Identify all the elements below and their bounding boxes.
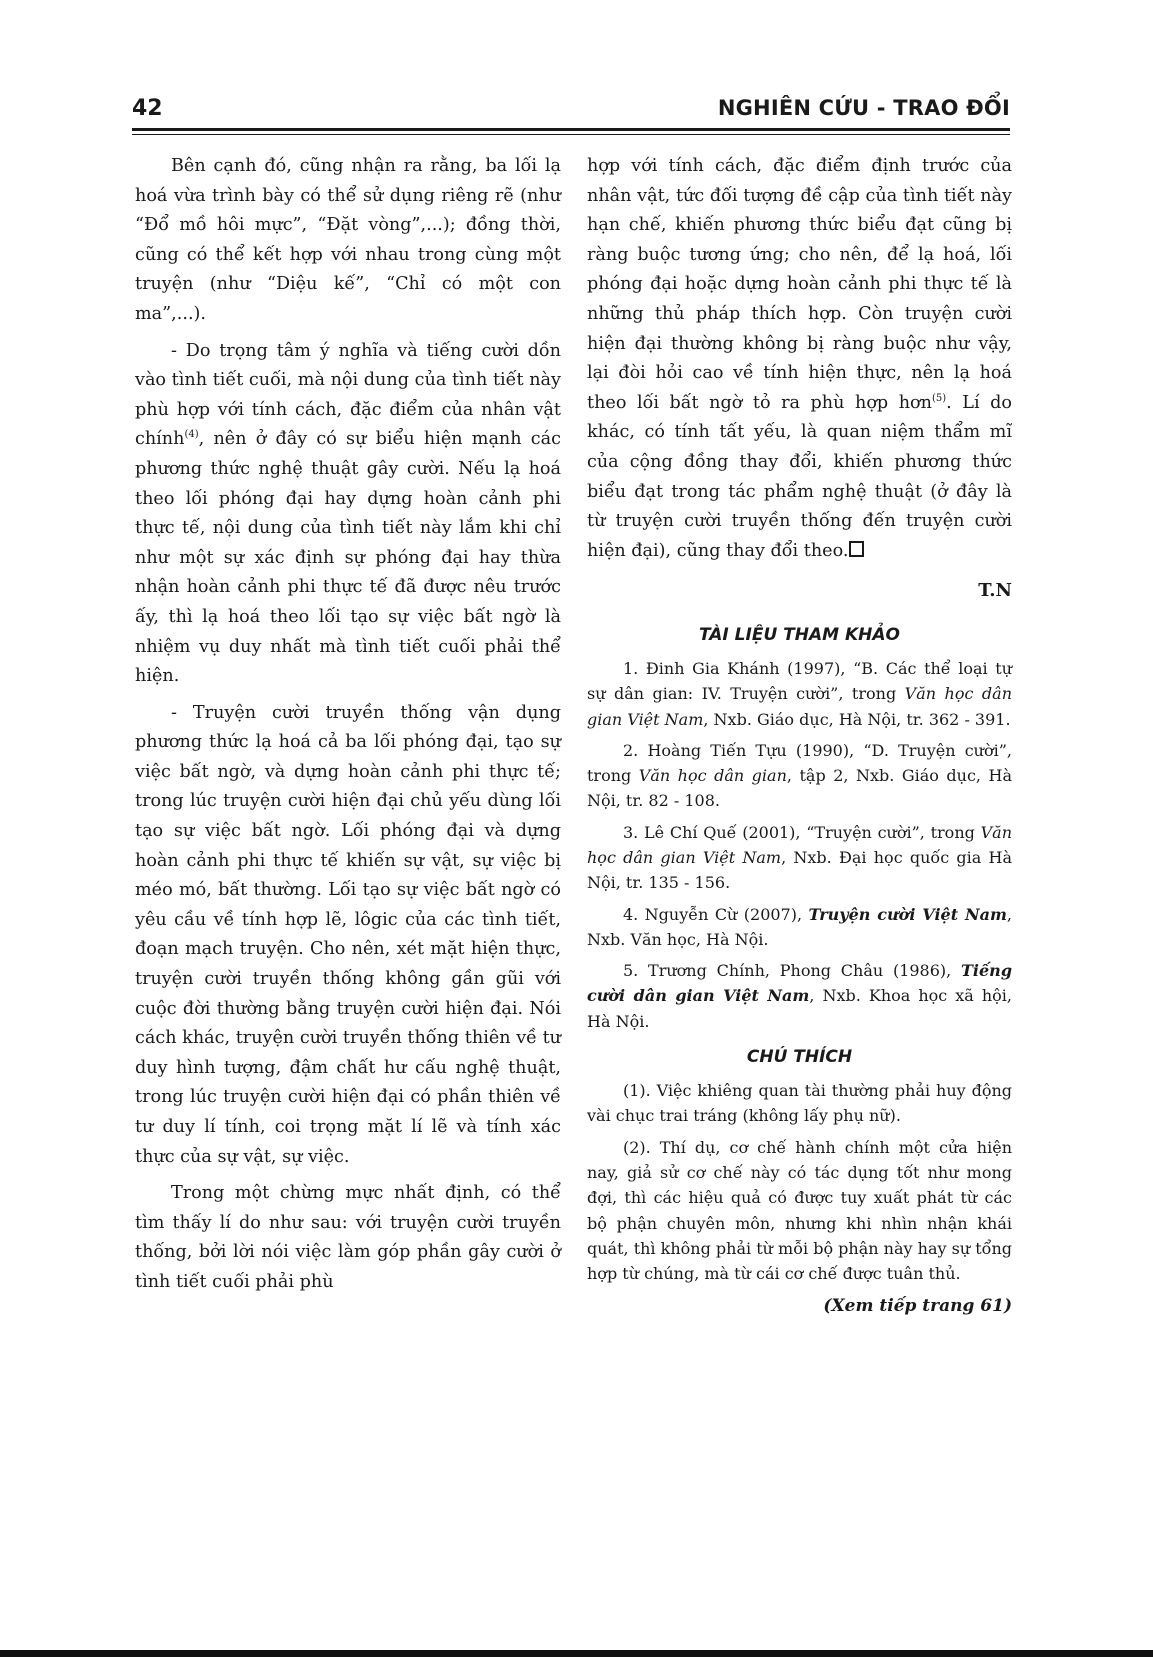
page-header (132, 96, 1010, 126)
paragraph (587, 152, 1012, 566)
reference-item (587, 958, 1012, 1034)
reference-text: 4. Nguyễn Cừ (2007), (623, 904, 809, 924)
paragraph (135, 337, 561, 692)
header-rule-thick (132, 128, 1010, 131)
reference-item (587, 902, 1012, 953)
references-list (587, 656, 1012, 1034)
reference-text: 1. Đinh Gia Khánh (1997), “B. Các thể loại tự sự dân gian: IV. Truyện cười”, trong (587, 658, 1012, 704)
paragraph: Bên cạnh đó, cũng nhận ra rằng, ba lối lạ hoá vừa trình bày có thể sử dụng riêng rẽ (như “Đổ mồ hôi mực”, “Đặt vòng”,...); đồng thời, cũng có thể kết hợp với nhau trong cùng một truyện (như “Diệu kế”, “Chỉ có một con ma”,...). (135, 156, 561, 324)
paragraph-text: , nên ở đây có sự biểu hiện mạnh các phương thức nghệ thuật gây cười. Nếu lạ hoá theo lối phóng đại hay dựng hoàn cảnh phi thực tế, nội dung của tình tiết này lắm khi chỉ như một sự xác định sự phóng đại hay thừa nhận hoàn cảnh phi thực tế đã được nêu trước ấy, thì lạ hoá theo lối tạo sự việc bất ngờ là nhiệm vụ duy nhất mà tình tiết cuối phải thể hiện. (135, 429, 561, 687)
reference-title: Văn học dân gian Việt Nam (587, 822, 1012, 867)
paragraph-text: - Do trọng tâm ý nghĩa và tiếng cười dồn vào tình tiết cuối, mà nội dung của tình tiết này phù hợp với tính cách, đặc điểm của nhân vật chính (135, 340, 561, 450)
reference-title: Tiếng cười dân gian Việt Nam (587, 961, 1012, 1006)
reference-text: 2. Hoàng Tiến Tựu (1990), “D. Truyện cười”, trong (587, 740, 1012, 786)
notes-list (587, 1078, 1012, 1286)
reference-text: , Nxb. Giáo dục, Hà Nội, tr. 362 - 391. (703, 709, 1011, 729)
continued-on-page: (Xem tiếp trang 61) (823, 1296, 1012, 1317)
note-item: (1). Việc khiêng quan tài thường phải huy động vài chục trai tráng (không lấy phụ nữ). (587, 1081, 1012, 1126)
reference-title: Truyện cười Việt Nam (808, 904, 1007, 924)
notes-heading: CHÚ THÍCH (746, 1047, 853, 1068)
reference-text: 5. Trương Chính, Phong Châu (1986), (623, 961, 962, 981)
paragraph: Trong một chừng mực nhất định, có thể tìm thấy lí do như sau: với truyện cười truyền thống, bởi lời nói việc làm góp phần gây cười ở tình tiết cuối phải phù (135, 1183, 561, 1292)
reference-title: Văn học dân gian Việt Nam (587, 684, 1013, 729)
reference-item (587, 820, 1012, 896)
reference-text: 3. Lê Chí Quế (2001), “Truyện cười”, trong (623, 822, 981, 842)
footnote-ref-5: (5) (931, 392, 947, 404)
reference-text: , tập 2, Nxb. Giáo dục, Hà Nội, tr. 82 - 108. (587, 766, 1012, 811)
page-number: 42 (132, 96, 163, 121)
reference-text: , Nxb. Đại học quốc gia Hà Nội, tr. 135 - 156. (587, 847, 1013, 893)
paragraph-text: hợp với tính cách, đặc điểm định trước của nhân vật, tức đối tượng đề cập của tình tiết này hạn chế, khiến phương thức biểu đạt cũng bị ràng buộc tương ứng; cho nên, để lạ hoá, lối phóng đại hoặc dựng hoàn cảnh phi thực tế là những thủ pháp thích hợp. Còn truyện cười hiện đại thường không bị ràng buộc như vậy, lại đòi hỏi cao về tính hiện thực, nên lạ hoá theo lối bất ngờ tỏ ra phù hợp hơn (587, 156, 1012, 413)
references-heading: TÀI LIỆU THAM KHẢO (699, 624, 900, 645)
left-column (135, 152, 561, 1298)
paragraph-text: . Lí do khác, có tính tất yếu, là quan niệm thẩm mĩ của cộng đồng thay đổi, khiến phương thức biểu đạt trong tác phẩm nghệ thuật (ở đây là từ truyện cười truyền thống đến truyện cười hiện đại), cũng thay đổi theo. (587, 392, 1012, 561)
reference-title: Văn học dân gian (638, 766, 787, 786)
footnote-ref-4: (4) (184, 429, 199, 441)
end-mark-icon (849, 541, 864, 557)
section-title: NGHIÊN CỨU - TRAO ĐỔI (717, 96, 1010, 120)
paragraph: - Truyện cười truyền thống vận dụng phương thức lạ hoá cả ba lối phóng đại, tạo sự việc bất ngờ, và dựng hoàn cảnh phi thực tế; trong lúc truyện cười hiện đại chủ yếu dùng lối tạo sự việc bất ngờ. Lối phóng đại và dựng hoàn cảnh phi thực tế khiến sự vật, sự việc bị méo mó, bất thường. Lối tạo sự việc bất ngờ có yêu cầu về tính hợp lẽ, lôgic của các tình tiết, đoạn mạch truyện. Cho nên, xét mặt hiện thực, truyện cười truyền thống không gần gũi với cuộc đời thường bằng truyện cười hiện đại. Nói cách khác, truyện cười truyền thống thiên về tư duy hình tượng, đậm chất hư cấu nghệ thuật, trong lúc truyện cười hiện đại có phần thiên về tư duy lí tính, coi trọng mặt lí lẽ và tính xác thực của sự vật, sự việc. (135, 702, 561, 1167)
reference-item (587, 656, 1012, 732)
reference-text: , Nxb. Khoa học xã hội, Hà Nội. (587, 986, 1012, 1031)
author-initials: T.N (978, 580, 1012, 602)
reference-item (587, 738, 1012, 814)
reference-text: , Nxb. Văn học, Hà Nội. (587, 904, 1013, 949)
right-column (587, 152, 1012, 1322)
header-rule-thin (132, 134, 1010, 135)
note-item: (2). Thí dụ, cơ chế hành chính một cửa hiện nay, giả sử cơ chế này có tác dụng tốt như mong đợi, thì các hiệu quả có được tuy xuất phát từ các bộ phận chuyên môn, nhưng khi nhìn nhận khái quát, thì không phải từ mỗi bộ phận này hay sự tổng hợp từ chúng, mà từ cái cơ chế được tuân thủ. (587, 1137, 1012, 1284)
scan-edge-bar (0, 1650, 1153, 1657)
